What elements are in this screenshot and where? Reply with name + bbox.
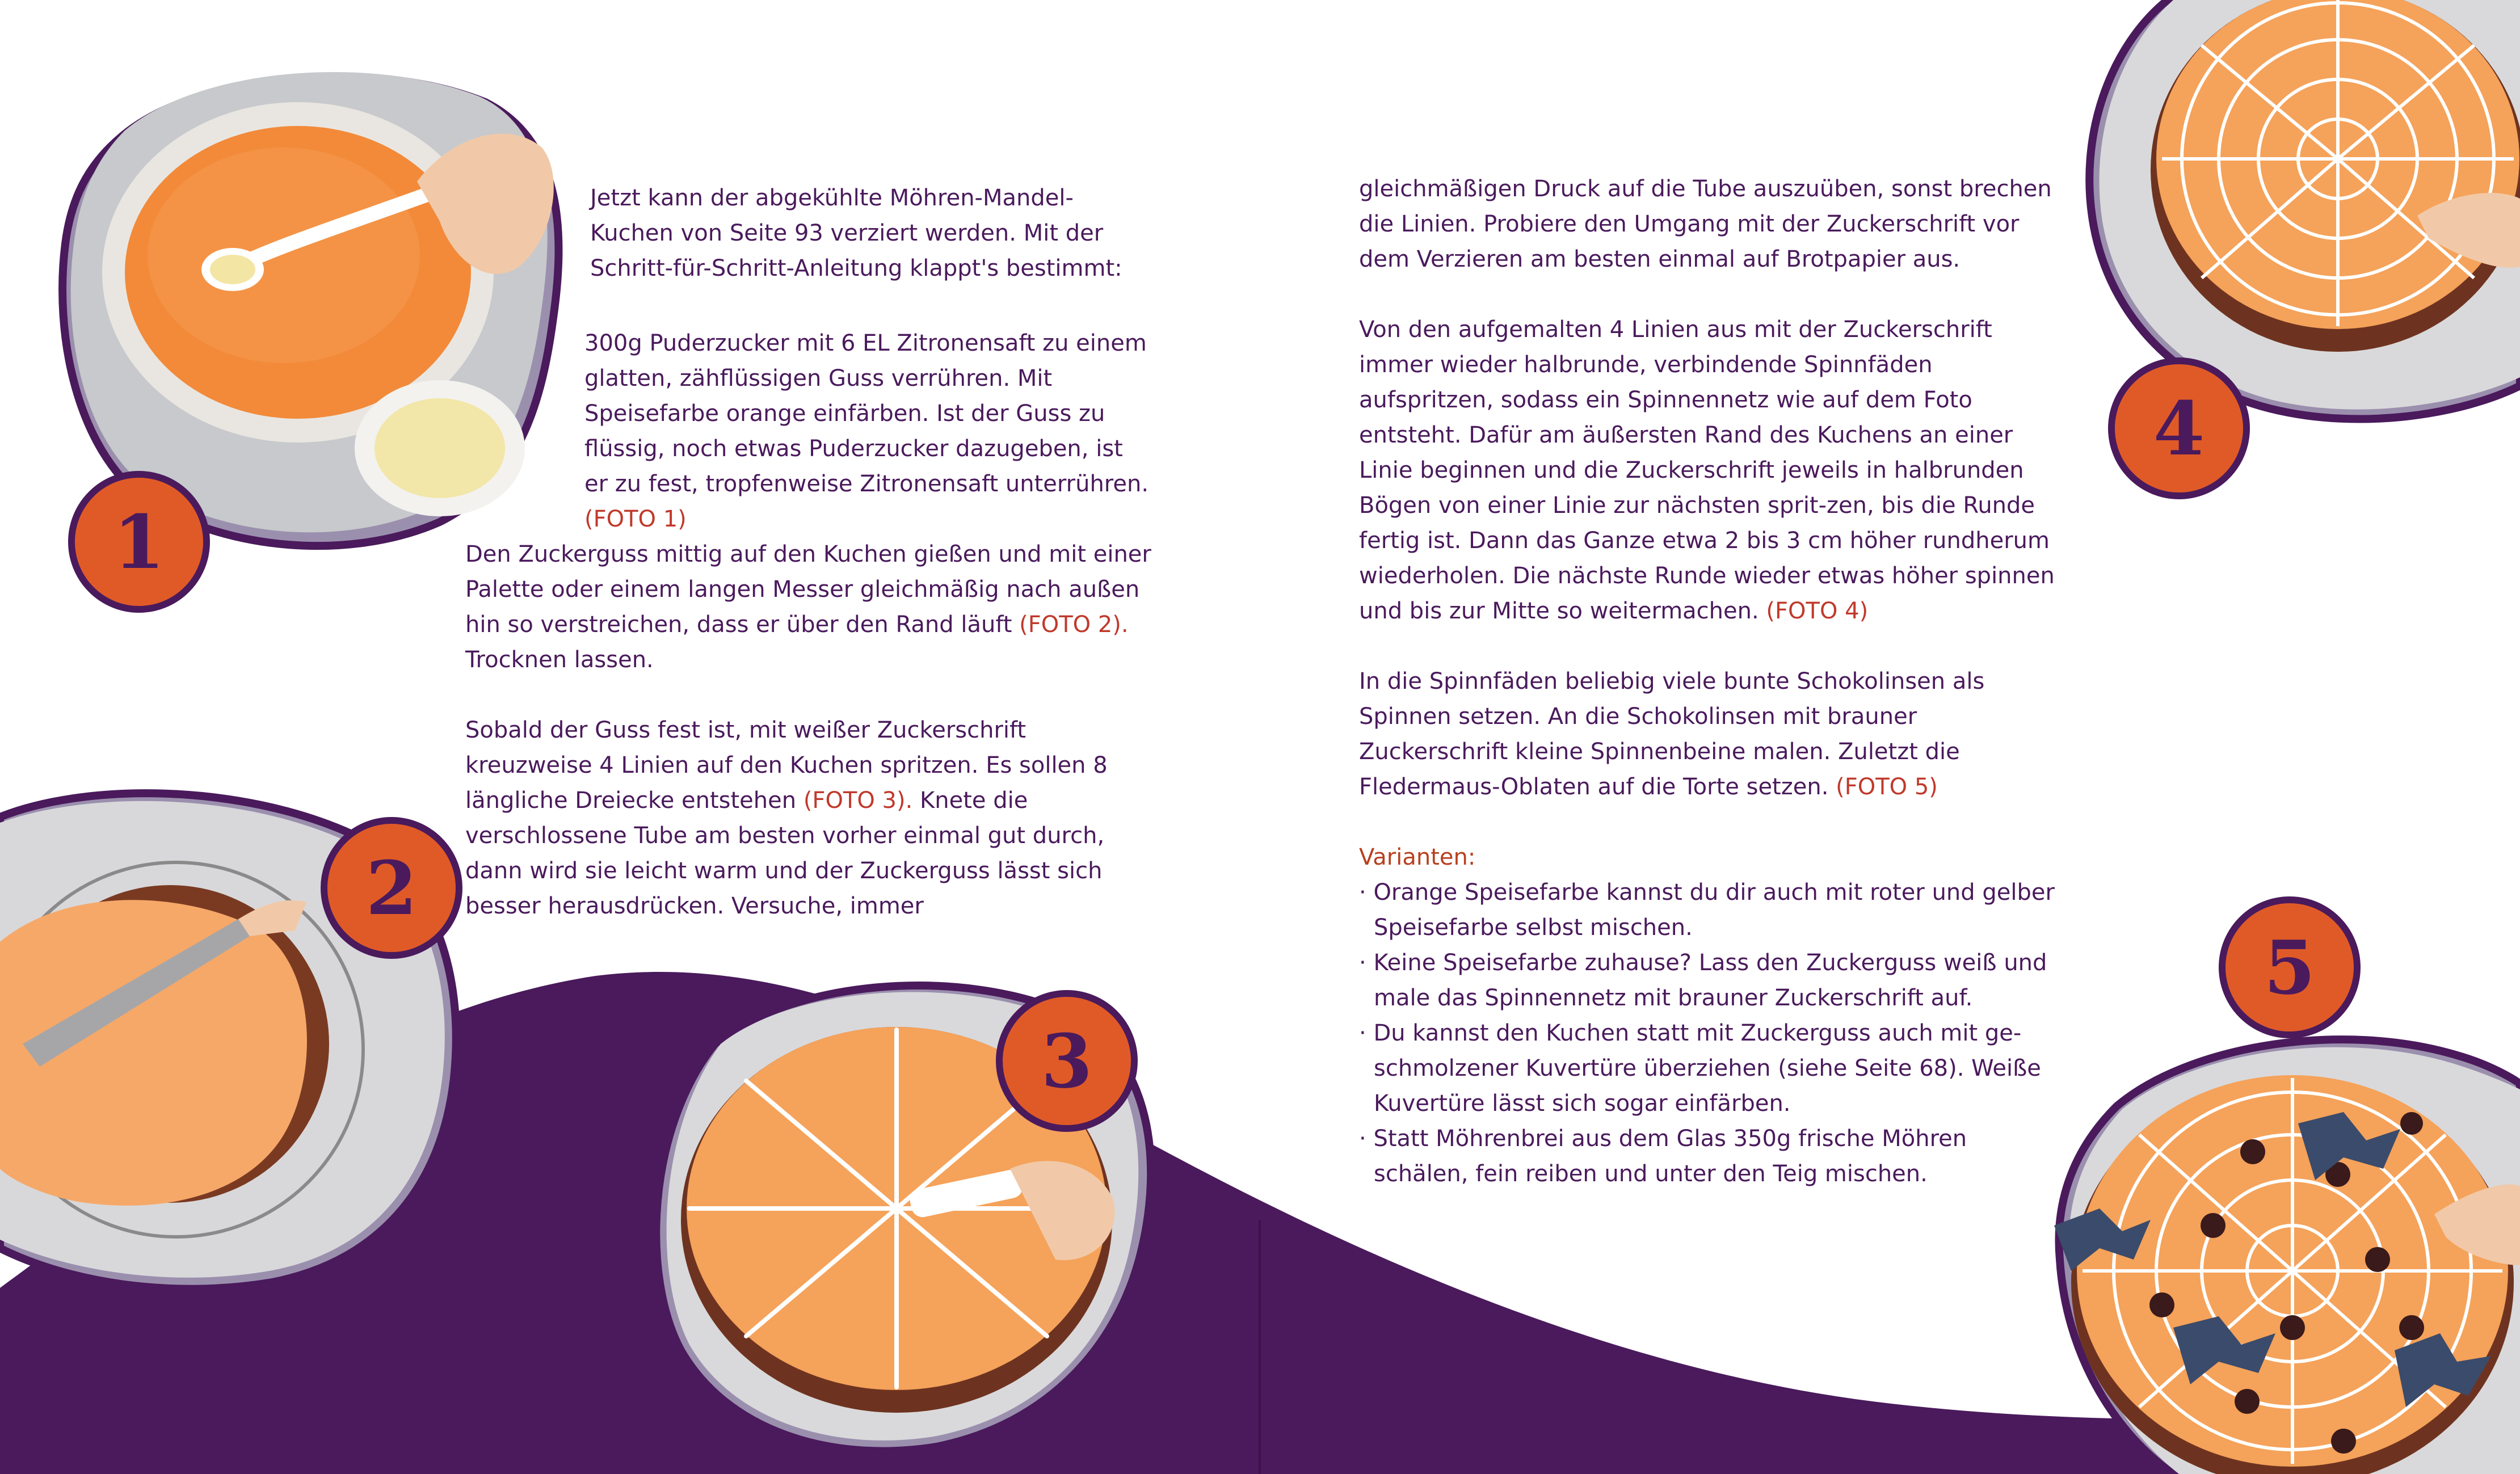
variant-item: · Du kannst den Kuchen statt mit Zuckerguss auch mit ge-schmolzener Kuvertüre überziehen (siehe Seite 68). Weiße Kuvertüre lässt sich sogar einfärben. (1359, 1016, 2057, 1121)
foto-1-reference: (FOTO 1) (584, 506, 687, 532)
step-5-instructions: In die Spinnfäden beliebig viele bunte Schokolinsen als Spinnen setzen. An die Schokolinsen mit brauner Zuckerschrift kleine Spinnenbeine malen. Zuletzt die Fledermaus-Oblaten auf die Torte setzen. (1359, 668, 1985, 800)
step-3-tail: Knete die verschlossene Tube am besten vorher einmal gut durch, dann wird sie leicht warm und der Zuckerguss lässt sich besser herausdrücken. Versuche, immer (465, 787, 1105, 919)
step-3-instructions: Sobald der Guss fest ist, mit weißer Zuckerschrift kreuzweise 4 Linien auf den Kuchen spritzen. Es sollen 8 längliche Dreiecke entstehen (465, 717, 1108, 814)
variant-item: · Orange Speisefarbe kannst du dir auch mit roter und gelber Speisefarbe selbst mischen. (1359, 875, 2057, 945)
foto-2-reference: (FOTO 2). (1019, 612, 1129, 638)
photo-4-spider-web (2065, 0, 2520, 431)
foto-4-reference: (FOTO 4) (1766, 598, 1869, 624)
continuation-paragraph: gleichmäßigen Druck auf die Tube auszuüben, sonst brechen die Linien. Probiere den Umgang mit der Zuckerschrift vor dem Verzieren am besten einmal auf Brotpapier aus. (1359, 176, 2052, 272)
step-2-instructions: Den Zuckerguss mittig auf den Kuchen gießen und mit einer Palette oder einem langen Messer gleichmäßig nach außen hin so verstreichen, dass er über den Rand läuft (465, 541, 1151, 638)
step-2-text (465, 537, 1152, 713)
step-3-text (465, 713, 1152, 959)
step-badge-2: 2 (321, 817, 462, 959)
step-1-instructions: 300g Puderzucker mit 6 EL Zitronensaft zu einem glatten, zähflüssigen Guss verrühren. Mit Speisefarbe orange einfärben. Ist der Guss zu flüssig, noch etwas Puderzucker dazugeben, ist er zu fest, tropfenweise Zitronensaft unterrühren. (584, 330, 1149, 497)
foto-5-reference: (FOTO 5) (1836, 774, 1938, 800)
step-4-instructions: Von den aufgemalten 4 Linien aus mit der Zuckerschrift immer wieder halbrunde, verbindende Spinnfäden aufspritzen, sodass ein Spinnennetz wie auf dem Foto entsteht. Dafür am äußersten Rand des Kuchens an einer Linie beginnen und die Zuckerschrift jeweils in halbrunden Bögen von einer Linie zur nächsten sprit-zen, bis die Runde fertig ist. Dann das Ganze etwa 2 bis 3 cm höher rundherum wiederholen. Die nächste Runde wieder etwas höher spinnen und bis zur Mitte so weitermachen. (1359, 317, 2055, 624)
photo-5-finished-cake (2048, 1010, 2520, 1474)
step-badge-4: 4 (2108, 357, 2250, 499)
step-badge-5: 5 (2219, 896, 2361, 1038)
intro-paragraph: Jetzt kann der abgekühlte Möhren-Mandel-Kuchen von Seite 93 verziert werden. Mit der Schritt-für-Schritt-Anleitung klappt's bestimmt: (590, 185, 1122, 281)
step-2-tail: Trocknen lassen. (465, 647, 654, 673)
variant-item: · Keine Speisefarbe zuhause? Lass den Zuckerguss weiß und male das Spinnennetz mit brauner Zuckerschrift auf. (1359, 945, 2057, 1016)
right-text-block (1359, 171, 2057, 1191)
left-intro (590, 180, 1149, 321)
step-badge-3: 3 (996, 990, 1138, 1132)
variant-item: · Statt Möhrenbrei aus dem Glas 350g frische Möhren schälen, fein reiben und unter den Teig mischen. (1359, 1121, 2057, 1191)
foto-3-reference: (FOTO 3). (803, 787, 913, 814)
step-1-text (584, 326, 1152, 572)
variants-list (1359, 875, 2057, 1191)
variants-heading: Varianten: (1359, 844, 1476, 870)
step-badge-1: 1 (68, 471, 210, 613)
